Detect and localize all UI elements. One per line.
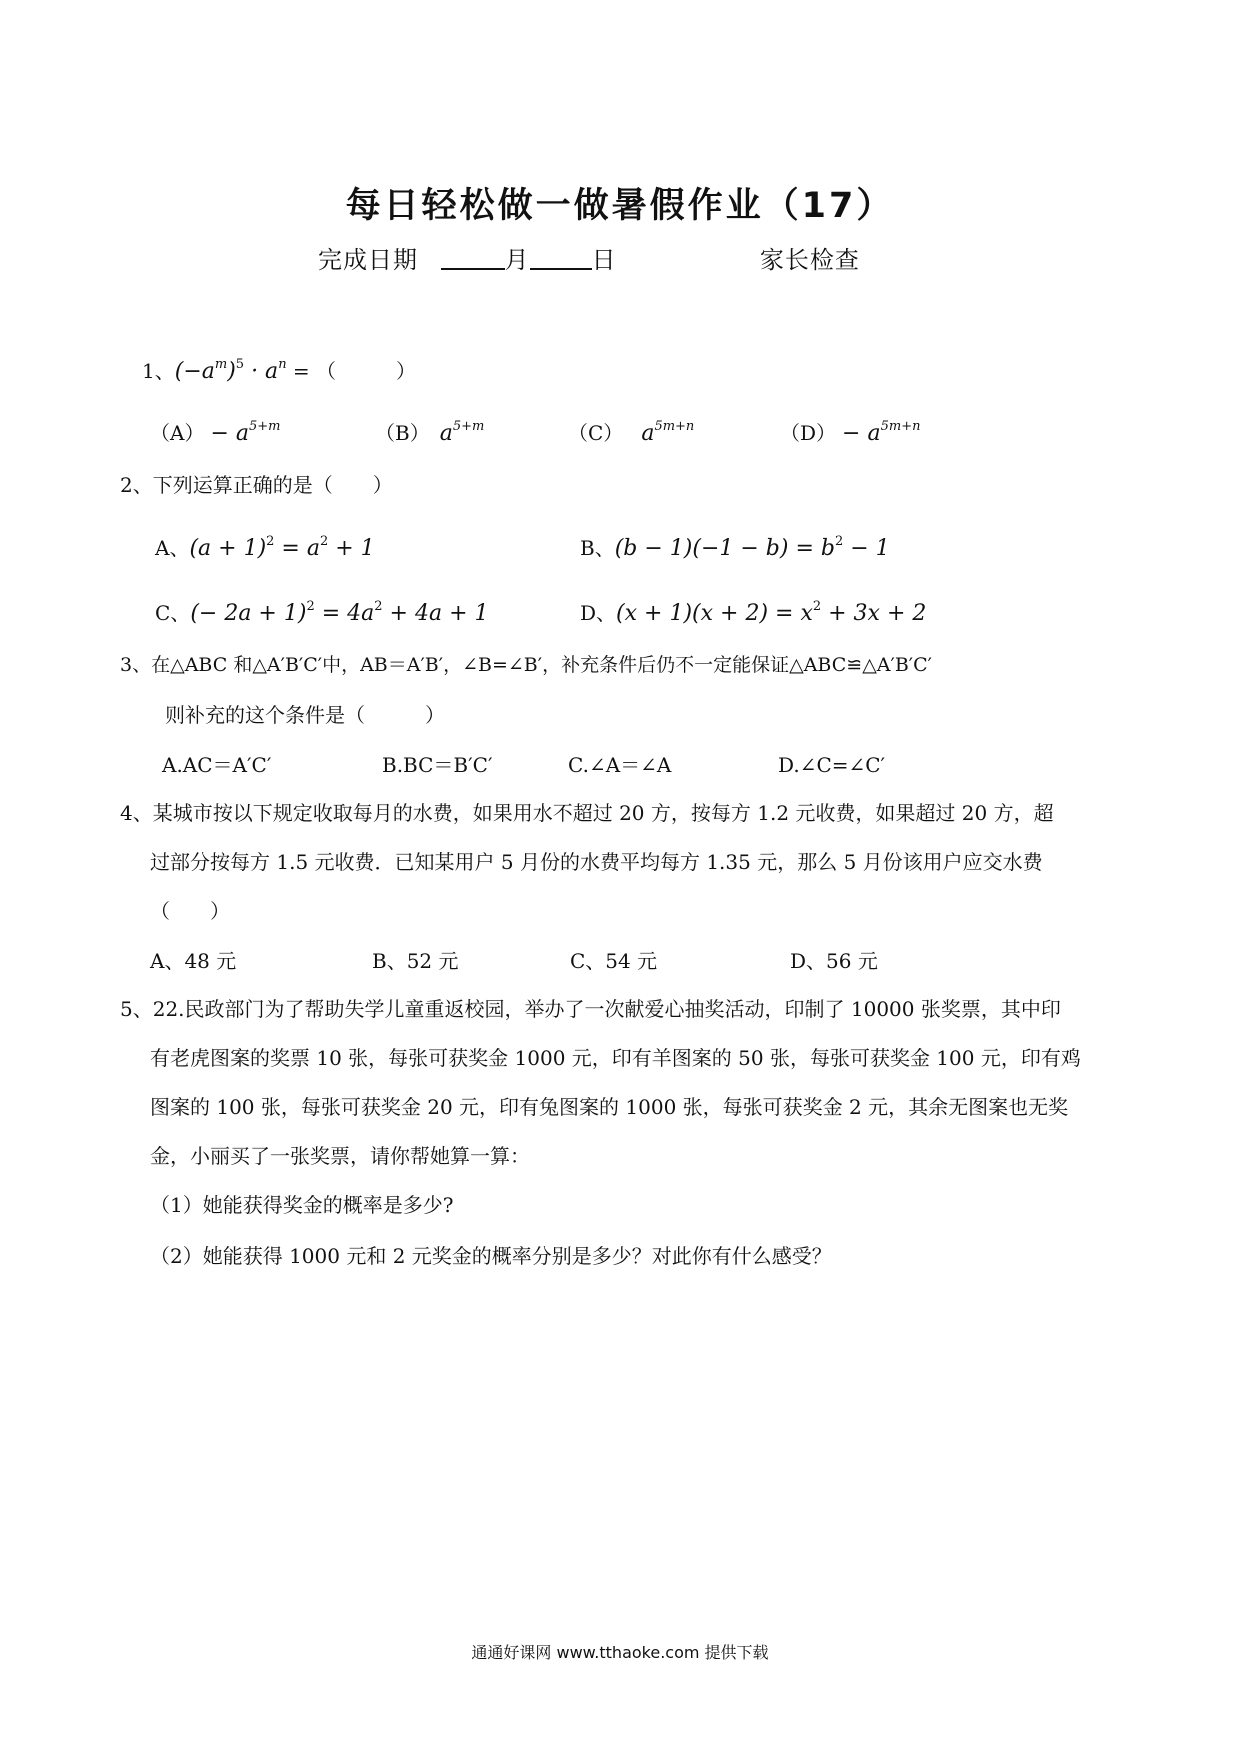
q3-option-b: B.BC＝B′C′ [382,753,493,777]
q1-option-label: （A） [150,421,205,445]
q2-stem: 2、下列运算正确的是（ ） [120,473,393,497]
q5-line2: 有老虎图案的奖票 10 张，每张可获奖金 1000 元，印有羊图案的 50 张，每张可获奖金 100 元，印有鸡 [150,1046,1081,1070]
q5-subquestion-1: （1）她能获得奖金的概率是多少? [150,1193,454,1217]
q3-option-a: A.AC＝A′C′ [162,753,272,777]
q1-option-exp: 5m+n [654,419,695,434]
q1-stem-tail: = （ ） [286,359,417,383]
month-blank [441,246,505,270]
q1-option-b [375,414,484,447]
q1-option-sign: − [842,421,861,446]
page-footer: 通通好课网 www.tthaoke.com 提供下载 [471,1643,769,1662]
day-blank [530,246,592,270]
q2-option-a [155,529,375,562]
q2-option-label: A、 [155,536,190,560]
q4-line3: （ ） [150,899,230,923]
q1-expression: $(-a^m)^5 \cdot a^n$ [174,357,287,384]
q1-option-base: a [439,421,453,446]
q2-option-d-math: $(x + 1)(x + 2) = x^2 + 3x + 2$ [616,599,927,626]
q1-option-exp: 5+m [249,419,281,434]
q2-option-b [580,529,890,562]
q1-option-label: （B） [375,421,430,445]
q4-option-d: D、56 元 [790,949,878,973]
q3-option-c: C.∠A＝∠A [568,753,672,777]
q2-option-b-math: $(b - 1)(-1 - b) = b^2 - 1$ [614,534,890,561]
q2-option-a-math: $(a + 1)^2 = a^2 + 1$ [189,534,375,561]
q1-option-exp: 5m+n [880,419,921,434]
page-title: 每日轻松做一做暑假作业（17） [345,186,895,226]
q1-stem [142,352,416,385]
q3-line2: 则补充的这个条件是（ ） [165,703,445,727]
q3-line1: 3、在△ABC 和△A′B′C′中，AB＝A′B′，∠B=∠B′，补充条件后仍不一定能保证△ABC≌△A′B′C′ [120,654,932,676]
q1-number: 1、 [142,359,175,383]
q2-option-d [580,594,926,627]
q5-line4: 金，小丽买了一张奖票，请你帮她算一算： [150,1144,530,1168]
q4-line1: 4、某城市按以下规定收取每月的水费，如果用水不超过 20 方，按每方 1.2 元收费，如果超过 20 方，超 [120,801,1054,825]
q1-option-label: （D） [780,421,837,445]
q2-option-label: B、 [580,536,615,560]
q5-subquestion-2: （2）她能获得 1000 元和 2 元奖金的概率分别是多少？对此你有什么感受？ [150,1244,832,1268]
q5-line3: 图案的 100 张，每张可获奖金 20 元，印有兔图案的 1000 张，每张可获奖金 2 元，其余无图案也无奖 [150,1095,1069,1119]
day-label: 日 [591,246,617,274]
q4-option-a: A、48 元 [150,949,237,973]
q2-option-label: C、 [155,601,191,625]
q1-option-a [150,414,281,447]
q2-option-c-math: (− $2a + 1)^2 = 4a^2 + 4a + 1$ [190,599,489,626]
parent-check-label: 家长检查 [759,246,860,274]
q1-option-sign: − [210,421,229,446]
q1-option-d [780,414,920,447]
q2-option-label: D、 [580,601,617,625]
q2-option-c [155,594,489,627]
q4-option-b: B、52 元 [372,949,459,973]
q1-option-exp: 5+m [452,419,485,434]
q1-option-base: a [641,421,655,446]
q1-option-c [568,414,694,447]
q4-option-c: C、54 元 [570,949,658,973]
month-label: 月 [504,246,530,274]
q1-option-base: a [867,421,881,446]
q4-line2: 过部分按每方 1.5 元收费．已知某用户 5 月份的水费平均每方 1.35 元，那么 5 月份该用户应交水费 [150,850,1043,874]
header-line [318,240,860,275]
date-label: 完成日期 [318,246,418,274]
q1-option-base: a [235,421,250,446]
q5-line1: 5、22.民政部门为了帮助失学儿童重返校园，举办了一次献爱心抽奖活动，印制了 10000 张奖票，其中印 [120,997,1061,1021]
q1-option-label: （C） [568,421,624,445]
q3-option-d: D.∠C=∠C′ [778,753,886,777]
